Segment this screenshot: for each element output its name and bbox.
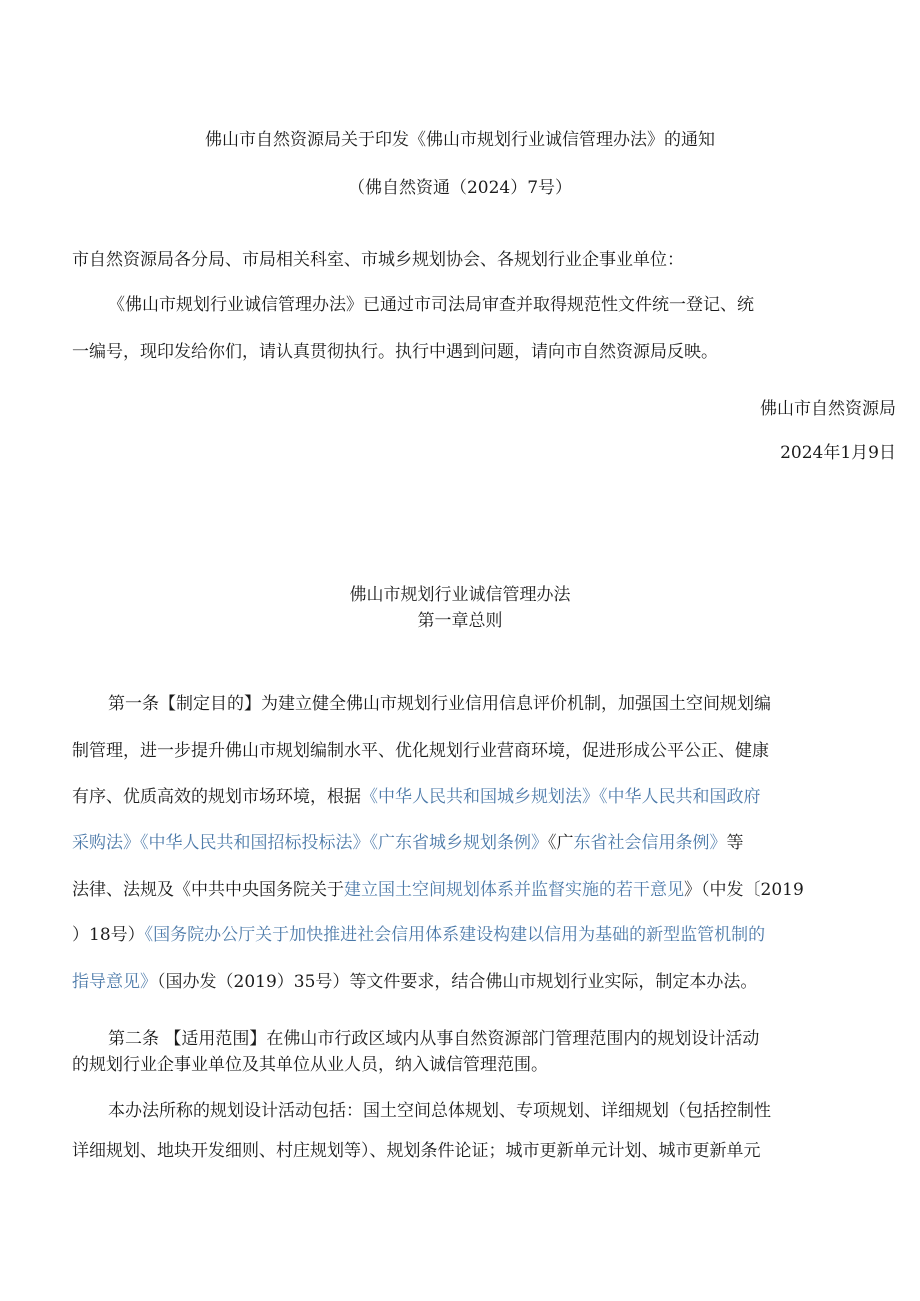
article2-line-2: 的规划行业企事业单位及其单位从业人员，纳入诚信管理范围。: [72, 1055, 548, 1075]
article1-line-4: [72, 831, 744, 855]
law-link-procurement[interactable]: 采购法》《中华人民共和国招标投标法》《广东省城乡规划条例》: [72, 833, 548, 853]
notice-body-line-2: 一编号，现印发给你们，请认真贯彻执行。执行中遇到问题，请向市自然资源局反映。: [72, 342, 718, 362]
notice-addressee: 市自然资源局各分局、市局相关科室、市城乡规划协会、各规划行业企事业单位：: [72, 250, 684, 270]
law-link-credit-supervision[interactable]: 《国务院办公厅关于加快推进社会信用体系建设构建以信用为基础的新型监管机制的: [144, 925, 766, 945]
article1-line-2: 制管理，进一步提升佛山市规划编制水平、优化规划行业营商环境，促进形成公平公正、健康: [72, 741, 769, 761]
article1-line-6: [72, 923, 765, 947]
chapter-heading: 第一章总则: [417, 611, 503, 631]
article2-line-1: 第二条 【适用范围】在佛山市行政区域内从事自然资源部门管理范围内的规划设计活动: [108, 1029, 760, 1049]
article1-text: 有序、优质高效的规划市场环境，根据: [72, 787, 361, 807]
article1-text: （国办发（2019）35号）等文件要求，结合佛山市规划行业实际，制定本办法。: [157, 972, 758, 992]
notice-title: 佛山市自然资源局关于印发《佛山市规划行业诚信管理办法》的通知: [205, 130, 715, 150]
article1-text: 法律、法规及《中共中央国务院关于: [72, 880, 344, 900]
law-link-spatial-planning-opinion[interactable]: 建立国土空间规划体系并监督实施的若干意见: [344, 880, 684, 900]
article1-text: 等: [726, 833, 744, 853]
measures-title: 佛山市规划行业诚信管理办法: [349, 585, 571, 605]
law-link-urban-rural-planning[interactable]: 《中华人民共和国城乡规划法》《中华人民共和国政府: [361, 787, 761, 807]
article1-line-5: [72, 878, 804, 902]
notice-body-line-1: 《佛山市规划行业诚信管理办法》已通过市司法局审查并取得规范性文件统一登记、统: [108, 295, 754, 315]
article2-para2-line-1: 本办法所称的规划设计活动包括：国土空间总体规划、专项规划、详细规划（包括控制性: [108, 1101, 771, 1121]
article1-line-1: 第一条【制定目的】为建立健全佛山市规划行业信用信息评价机制，加强国土空间规划编: [108, 694, 771, 714]
notice-signature: 佛山市自然资源局: [760, 399, 896, 419]
article1-text: ）18号）: [72, 925, 145, 945]
notice-doc-number: （佛自然资通（2024）7号）: [347, 178, 573, 198]
article1-text: 》（中发〔2019: [684, 880, 804, 900]
article2-para2-line-2: 详细规划、地块开发细则、村庄规划等）、规划条件论证；城市更新单元计划、城市更新单元: [72, 1141, 761, 1161]
law-link-social-credit[interactable]: 东省社会信用条例》: [573, 833, 727, 853]
article1-text: 《广: [548, 833, 574, 853]
article1-line-7: [72, 970, 757, 994]
article1-line-3: [72, 785, 761, 809]
law-link-guidance-opinion[interactable]: 指导意见》: [72, 972, 157, 992]
notice-date: 2024年1月9日: [780, 443, 896, 463]
